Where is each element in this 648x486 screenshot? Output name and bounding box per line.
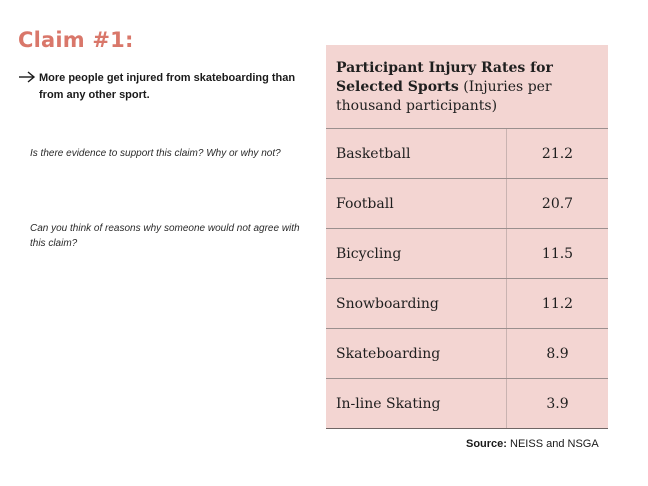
rate-cell: 11.2 (541, 295, 574, 312)
injury-rates-table (326, 45, 608, 429)
claim-title: Claim #1: (18, 28, 134, 52)
table-title (326, 45, 608, 129)
sport-cell: In-line Skating (326, 379, 507, 428)
claim-statement-row (18, 70, 308, 104)
sport-cell: Snowboarding (326, 279, 507, 328)
table-row (326, 179, 608, 229)
table-row (326, 129, 608, 179)
table-title-rest: (Injuries per thousand participants) (336, 79, 552, 114)
sport-cell: Bicycling (326, 229, 507, 278)
sport-cell: Basketball (326, 129, 507, 178)
rate-cell: 3.9 (546, 395, 569, 412)
sport-cell: Skateboarding (326, 329, 507, 378)
rate-cell: 20.7 (541, 195, 574, 212)
arrow-right-icon (18, 71, 36, 83)
source-label: Source: (466, 438, 507, 450)
claim-statement: More people get injured from skateboarding than from any other sport. (39, 72, 296, 101)
table-row (326, 379, 608, 429)
table-row (326, 279, 608, 329)
question-evidence: Is there evidence to support this claim? Why or why not? (30, 148, 281, 159)
rate-cell: 8.9 (546, 345, 569, 362)
source-note (466, 438, 599, 450)
table-title-bold: Participant Injury Rates for Selected Sports (336, 60, 553, 95)
table-row (326, 329, 608, 379)
question-disagree: Can you think of reasons why someone would not agree with this claim? (30, 223, 300, 249)
sport-cell: Football (326, 179, 507, 228)
rate-cell: 21.2 (541, 145, 574, 162)
table-row (326, 229, 608, 279)
source-text: NEISS and NSGA (506, 438, 599, 450)
rate-cell: 11.5 (541, 245, 574, 262)
